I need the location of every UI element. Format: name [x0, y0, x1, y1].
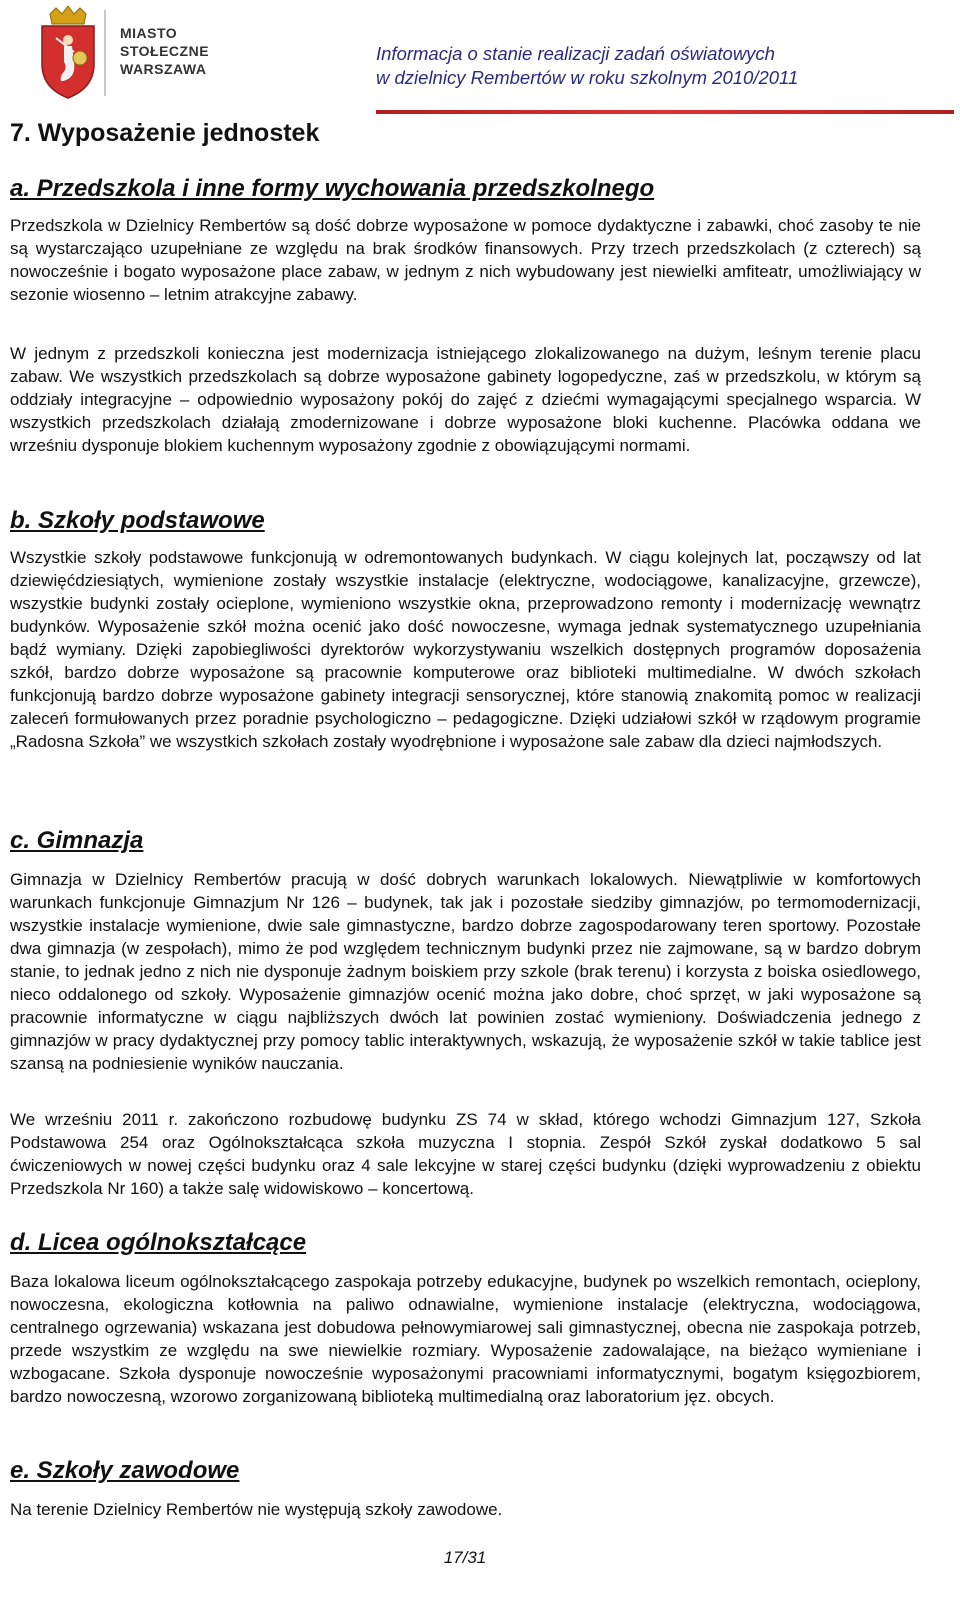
paragraph: Przedszkola w Dzielnicy Rembertów są dość dobrze wyposażone w pomoce dydaktyczne i zabawki, choć zasoby te nie są wystarczająco uzupełniane ze względu na brak środków finansowych. Przy trzech przedszkolach (z czterech) są nowocześnie i bogato wyposażone place zabaw, w jednym z nich wybudowany jest niewielki amfiteatr, umożliwiający w sezonie wiosenno – letnim atrakcyjne zabawy.: [10, 216, 921, 304]
page-number: 17/31: [443, 1548, 487, 1567]
report-title-line: Informacja o stanie realizacji zadań oświatowych: [376, 43, 775, 64]
paragraph: W jednym z przedszkoli konieczna jest modernizacja istniejącego zlokalizowanego na dużym, leśnym terenie placu zabaw. We wszystkich przedszkolach są dobrze wyposażone gabinety logopedyczne, zaś w przedszkolu, w którym są oddziały integracyjne – odpowiednio wyposażony pokój do zajęć z dziećmi wymagającymi specjalnego wsparcia. W wszystkich przedszkolach działają zmodernizowane i dobrze wyposażone bloki kuchenne. Placówka oddana we wrześniu dysponuje blokiem kuchennym wyposażony zgodnie z obowiązującymi normami.: [10, 344, 921, 455]
paragraph: Wszystkie szkoły podstawowe funkcjonują w odremontowanych budynkach. W ciągu kolejnych lat, począwszy od lat dziewięćdziesiątych, wymienione zostały wszystkie instalacje (elektryczne, wodociągowe, kanalizacyjne, grzewcze), wszystkie budynki zostały ocieplone, wymieniono wszystkie okna, przeprowadzono remonty i modernizację wewnątrz budynków. Wyposażenie szkół można ocenić jako dość nowoczesne, wymaga jednak systematycznego uzupełniania bądź wymiany. Dzięki zapobiegliwości dyrektorów wykorzystywaniu wszelkich dostępnych programów doposażenia szkół, bardzo dobrze wyposażone są pracownie komputerowe oraz biblioteki multimedialne. W dwóch szkołach funkcjonują bardzo dobrze wyposażone gabinety integracji sensorycznej, które stanowią znakomitą pomoc w realizacji zaleceń formułowanych przez poradnie psychologiczno – pedagogiczne. Dzięki udziałowi szkół w rządowym programie „Radosna Szkoła” we wszystkich szkołach zostały wyodrębnione i wyposażone sale zabaw dla dzieci najmłodszych.: [10, 548, 921, 751]
paragraph: Na terenie Dzielnicy Rembertów nie występują szkoły zawodowe.: [10, 1500, 503, 1519]
logo-divider: [104, 10, 106, 96]
city-line: WARSZAWA: [120, 61, 207, 77]
page-header: [0, 0, 960, 118]
header-rule: [376, 110, 954, 114]
subsection-heading: e. Szkoły zawodowe: [10, 1457, 240, 1484]
subsection-heading: c. Gimnazja: [10, 827, 144, 854]
paragraph: Gimnazja w Dzielnicy Rembertów pracują w dość dobrych warunkach lokalowych. Niewątpliwie w komfortowych warunkach funkcjonuje Gimnazjum Nr 126 – budynek, tak jak i pozostałe siedziby gimnazjów, po termomodernizacji, wszystkie instalacje wymienione, dwie sale gimnastyczne, bardzo dobrze zagospodarowany teren sportowy. Pozostałe dwa gimnazja (w zespołach), mimo że pod względem technicznym budynki przez nie zajmowane, są w bardzo dobrym stanie, to jednak jedno z nich nie dysponuje żadnym boiskiem przy szkole (brak terenu) i korzysta z boiska osiedlowego, nieco oddalonego od szkoły. Wyposażenie gimnazjów ocenić można jako dobre, choć sprzęt, w jaki wyposażone są pracownie informatyczne w ciągu najbliższych dwóch lat powinien zostać wymieniony. Doświadczenia jednego z gimnazjów w pracy dydaktycznej przy pomocy tablic interaktywnych, wskazują, że wyposażenie szkół w takie tablice jest szansą na podniesienie wyników nauczania.: [10, 870, 921, 1073]
paragraph: Baza lokalowa liceum ogólnokształcącego zaspokaja potrzeby edukacyjne, budynek po wszelkich remontach, ocieplony, nowoczesna, ekologiczna kotłownia na paliwo odnawialne, wymienione instalacje (elektryczna, wodociągowa, centralnego ogrzewania) wskazana jest dobudowa pełnowymiarowej sali gimnastycznej, obecna nie zaspokaja potrzeb, przede wszystkim ze względu na swe niewielkie rozmiary. Wyposażenie zadowalające, na bieżąco wymieniane i wzbogacane. Szkoła dysponuje nowocześnie wyposażonymi pracowniami informatycznymi, bogatym księgozbiorem, bardzo nowoczesną, wzorowo zorganizowaną biblioteką multimedialną oraz laboratorium jęz. obcych.: [10, 1272, 921, 1406]
paragraph: We wrześniu 2011 r. zakończono rozbudowę budynku ZS 74 w skład, którego wchodzi Gimnazjum 127, Szkoła Podstawowa 254 oraz Ogólnokształcąca szkoła muzyczna I stopnia. Zespół Szkół zyskał dodatkowo 5 sal ćwiczeniowych w nowej części budynku oraz 4 sale lekcyjne w starej części budynku (dzięki wyprowadzeniu z obiektu Przedszkola Nr 160) a także salę widowiskowo – koncertową.: [10, 1110, 921, 1198]
report-title: [376, 42, 928, 90]
city-line: STOŁECZNE: [120, 43, 210, 59]
report-title-line: w dzielnicy Rembertów w roku szkolnym 2010/2011: [376, 67, 799, 88]
city-name: [120, 24, 209, 78]
subsection-heading: d. Licea ogólnokształcące: [10, 1229, 307, 1256]
section-title: 7. Wyposażenie jednostek: [10, 119, 320, 147]
warsaw-coat-of-arms-icon: [28, 6, 108, 102]
subsection-heading: a. Przedszkola i inne formy wychowania przedszkolnego: [10, 175, 655, 202]
subsection-heading: b. Szkoły podstawowe: [10, 507, 265, 534]
city-line: MIASTO: [120, 25, 178, 41]
